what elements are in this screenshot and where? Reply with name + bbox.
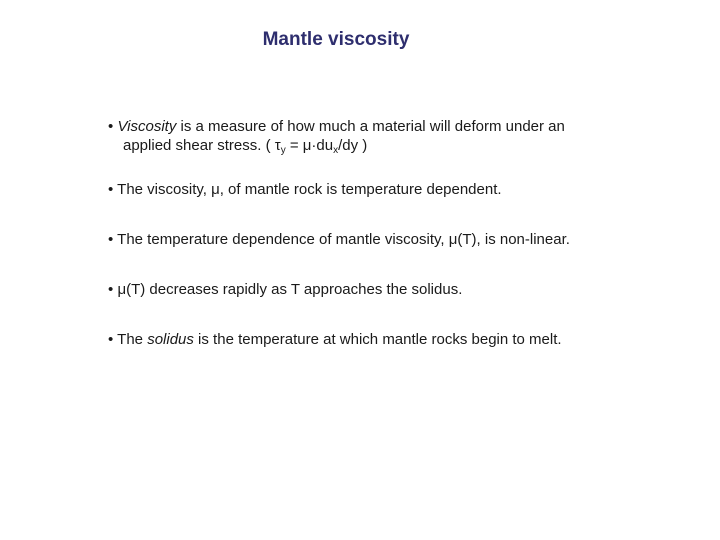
slide-title: Mantle viscosity [262,29,410,50]
bullet-text: applied shear stress. ( [123,137,275,154]
bullet-non-linear [108,230,668,249]
bullet-line-continued [108,136,668,155]
bullet-decreases-rapidly [108,280,668,299]
equation-text: = μ·du [285,137,334,154]
subscript: y [280,145,286,156]
bullet-text: μ(T) decreases rapidly as T approaches the solidus. [117,281,463,298]
bullet-marker: • [108,281,114,298]
bullet-solidus-definition [108,330,668,349]
bullet-text: is a measure of how much a material will deform under an [176,118,565,135]
tau-symbol: τ [274,137,281,154]
italic-term: Viscosity [117,118,177,135]
bullet-viscosity-definition [108,117,668,155]
bullet-marker: • [108,331,114,348]
bullet-marker: • [108,118,114,135]
italic-term: solidus [147,331,194,348]
equation-text: /dy ) [338,137,368,154]
bullet-marker: • [108,181,114,198]
bullet-marker: • [108,231,114,248]
bullet-text: The temperature dependence of mantle viscosity, μ(T), is non-linear. [117,231,570,248]
bullet-text: The viscosity, μ, of mantle rock is temperature dependent. [117,181,502,198]
subscript: x [333,145,339,156]
bullet-text: is the temperature at which mantle rocks begin to melt. [193,331,562,348]
bullet-temperature-dependent [108,180,668,199]
bullet-text: The [117,331,148,348]
bullet-line [108,117,668,136]
